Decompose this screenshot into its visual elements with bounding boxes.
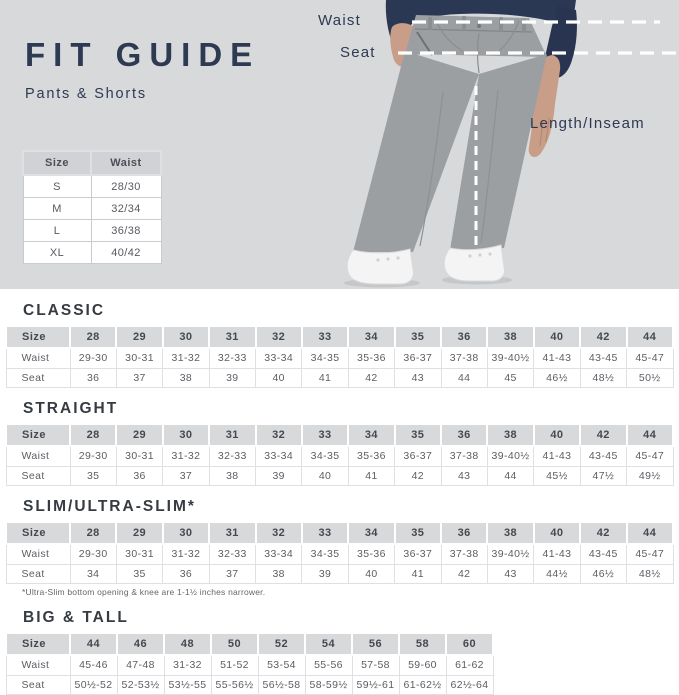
value-cell: 48½ [627, 564, 674, 584]
table-row [6, 466, 673, 486]
value-cell: 43-45 [580, 348, 626, 368]
value-cell: 33-34 [256, 544, 302, 564]
size-column-header: 34 [348, 326, 394, 348]
section-title: CLASSIC [23, 302, 106, 319]
size-column-header: 29 [116, 424, 162, 446]
section-title: SLIM/ULTRA-SLIM* [23, 498, 196, 515]
table-row [6, 564, 673, 584]
size-column-header: 32 [256, 424, 302, 446]
value-cell: 57-58 [352, 655, 399, 675]
value-cell: 35-36 [348, 348, 394, 368]
value-cell: 29-30 [70, 544, 116, 564]
size-column-header: 40 [534, 522, 580, 544]
value-cell: 39-40½ [487, 446, 533, 466]
value-cell: 61-62½ [399, 675, 446, 695]
value-cell: 32-33 [209, 348, 255, 368]
size-column-header: 28 [70, 522, 116, 544]
size-section [0, 302, 679, 388]
page-title: FIT GUIDE [25, 36, 261, 73]
size-column-header: 29 [116, 326, 162, 348]
value-cell: 34-35 [302, 544, 348, 564]
size-column-header: 40 [534, 424, 580, 446]
size-column-header: 36 [441, 326, 487, 348]
header-row [6, 633, 493, 655]
value-cell: 40 [256, 368, 302, 388]
size-column-header: 46 [117, 633, 164, 655]
value-cell: 30-31 [116, 446, 162, 466]
value-cell: 30-31 [116, 348, 162, 368]
value-cell: 31-32 [163, 446, 209, 466]
row-label: Seat [6, 368, 70, 388]
value-cell: 30-31 [116, 544, 162, 564]
row-label: Seat [6, 564, 70, 584]
size-column-header: 34 [348, 522, 394, 544]
table-row [23, 175, 161, 198]
size-column-header: 32 [256, 326, 302, 348]
value-cell: 43-45 [580, 544, 626, 564]
value-cell: 44½ [534, 564, 580, 584]
value-cell: 55-56 [305, 655, 352, 675]
value-cell: M [23, 198, 91, 220]
value-cell: 52-53½ [117, 675, 164, 695]
table-row [6, 348, 673, 368]
value-cell: 31-32 [163, 544, 209, 564]
size-column-header: 40 [534, 326, 580, 348]
length-inseam-label: Length/Inseam [530, 115, 645, 132]
section-title: STRAIGHT [23, 400, 119, 417]
size-column-header: 36 [441, 522, 487, 544]
size-column-header: 30 [163, 424, 209, 446]
size-chart-table [5, 325, 674, 388]
value-cell: 43 [487, 564, 533, 584]
value-cell: 36/38 [91, 220, 161, 242]
size-column-header: 60 [446, 633, 493, 655]
size-column-header: 31 [209, 522, 255, 544]
section-title: BIG & TALL [23, 609, 129, 626]
value-cell: 43 [441, 466, 487, 486]
size-column-header: 44 [627, 326, 674, 348]
value-cell: 41 [302, 368, 348, 388]
value-cell: 33-34 [256, 446, 302, 466]
header-row [6, 522, 673, 544]
value-cell: 50½ [627, 368, 674, 388]
row-label: Waist [6, 655, 70, 675]
size-column-header: 36 [441, 424, 487, 446]
value-cell: 44 [487, 466, 533, 486]
size-column-header: 38 [487, 424, 533, 446]
value-cell: 61-62 [446, 655, 493, 675]
value-cell: 59-60 [399, 655, 446, 675]
value-cell: 40/42 [91, 242, 161, 264]
value-cell: 45-47 [627, 446, 674, 466]
value-cell: 41 [395, 564, 441, 584]
value-cell: 38 [163, 368, 209, 388]
size-column-header: 42 [580, 424, 626, 446]
size-column-header: 31 [209, 326, 255, 348]
value-cell: 59½-61 [352, 675, 399, 695]
value-cell: 32-33 [209, 544, 255, 564]
value-cell: 45 [487, 368, 533, 388]
value-cell: 45-47 [627, 348, 674, 368]
table-row [6, 446, 673, 466]
value-cell: 37 [116, 368, 162, 388]
value-cell: 34-35 [302, 446, 348, 466]
value-cell: 42 [441, 564, 487, 584]
value-cell: 39 [256, 466, 302, 486]
value-cell: 28/30 [91, 175, 161, 198]
value-cell: 35-36 [348, 544, 394, 564]
header-row [6, 424, 673, 446]
value-cell: 37-38 [441, 446, 487, 466]
value-cell: 41-43 [534, 348, 580, 368]
size-chart-sections [0, 289, 679, 695]
value-cell: 29-30 [70, 348, 116, 368]
hero-column-header: Size [23, 151, 91, 175]
size-column-header: 54 [305, 633, 352, 655]
size-section [0, 400, 679, 486]
size-column-header: 30 [163, 522, 209, 544]
value-cell: 43 [395, 368, 441, 388]
value-cell: 53½-55 [164, 675, 211, 695]
value-cell: 36 [163, 564, 209, 584]
hero-column-header: Waist [91, 151, 161, 175]
table-row [6, 368, 673, 388]
value-cell: 39 [209, 368, 255, 388]
table-row [23, 198, 161, 220]
value-cell: 36 [116, 466, 162, 486]
row-label: Waist [6, 544, 70, 564]
value-cell: 42 [395, 466, 441, 486]
value-cell: 36-37 [395, 544, 441, 564]
header-row [6, 326, 673, 348]
value-cell: S [23, 175, 91, 198]
page-subtitle: Pants & Shorts [25, 86, 147, 102]
value-cell: 36-37 [395, 348, 441, 368]
value-cell: 53-54 [258, 655, 305, 675]
value-cell: 41-43 [534, 446, 580, 466]
size-column-header: 50 [211, 633, 258, 655]
value-cell: 29-30 [70, 446, 116, 466]
size-column-header: 42 [580, 522, 626, 544]
size-column-header: 44 [627, 424, 674, 446]
size-column-header: 42 [580, 326, 626, 348]
value-cell: 35-36 [348, 446, 394, 466]
size-column-header: 52 [258, 633, 305, 655]
value-cell: 44 [441, 368, 487, 388]
value-cell: 37-38 [441, 348, 487, 368]
size-column-header: 35 [395, 326, 441, 348]
size-label-header: Size [6, 326, 70, 348]
size-column-header: 38 [487, 326, 533, 348]
value-cell: 31-32 [163, 348, 209, 368]
size-column-header: 48 [164, 633, 211, 655]
footnote: *Ultra-Slim bottom opening & knee are 1-1½ inches narrower. [22, 587, 266, 597]
value-cell: 47-48 [117, 655, 164, 675]
table-row [6, 544, 673, 564]
value-cell: 35 [116, 564, 162, 584]
value-cell: 42 [348, 368, 394, 388]
value-cell: 56½-58 [258, 675, 305, 695]
value-cell: 51-52 [211, 655, 258, 675]
value-cell: 46½ [534, 368, 580, 388]
size-chart-table [5, 423, 674, 486]
seat-label: Seat [340, 44, 376, 61]
value-cell: 62½-64 [446, 675, 493, 695]
size-label-header: Size [6, 522, 70, 544]
row-label: Seat [6, 675, 70, 695]
size-column-header: 32 [256, 522, 302, 544]
size-column-header: 29 [116, 522, 162, 544]
size-chart-table [5, 521, 674, 584]
size-column-header: 35 [395, 522, 441, 544]
value-cell: 36 [70, 368, 116, 388]
size-label-header: Size [6, 424, 70, 446]
value-cell: 32/34 [91, 198, 161, 220]
table-row [23, 220, 161, 242]
value-cell: 48½ [580, 368, 626, 388]
value-cell: 41-43 [534, 544, 580, 564]
value-cell: 45-46 [70, 655, 117, 675]
hero-size-table [22, 150, 162, 264]
value-cell: 39-40½ [487, 544, 533, 564]
size-column-header: 31 [209, 424, 255, 446]
size-column-header: 28 [70, 424, 116, 446]
value-cell: 35 [70, 466, 116, 486]
value-cell: 31-32 [164, 655, 211, 675]
value-cell: 45-47 [627, 544, 674, 564]
value-cell: XL [23, 242, 91, 264]
size-column-header: 30 [163, 326, 209, 348]
size-column-header: 44 [627, 522, 674, 544]
size-column-header: 44 [70, 633, 117, 655]
table-row [6, 655, 493, 675]
value-cell: 37 [163, 466, 209, 486]
size-column-header: 35 [395, 424, 441, 446]
value-cell: 49½ [627, 466, 674, 486]
size-column-header: 33 [302, 424, 348, 446]
waist-label: Waist [318, 12, 361, 29]
value-cell: 38 [209, 466, 255, 486]
row-label: Waist [6, 348, 70, 368]
value-cell: 47½ [580, 466, 626, 486]
value-cell: 50½-52 [70, 675, 117, 695]
hero-banner [0, 0, 679, 289]
value-cell: 41 [348, 466, 394, 486]
value-cell: 58-59½ [305, 675, 352, 695]
value-cell: 37-38 [441, 544, 487, 564]
size-column-header: 38 [487, 522, 533, 544]
size-column-header: 33 [302, 326, 348, 348]
value-cell: 45½ [534, 466, 580, 486]
value-cell: 38 [256, 564, 302, 584]
size-column-header: 58 [399, 633, 446, 655]
size-section [0, 498, 679, 597]
value-cell: 39-40½ [487, 348, 533, 368]
value-cell: 55-56½ [211, 675, 258, 695]
size-column-header: 33 [302, 522, 348, 544]
size-section [0, 609, 679, 695]
value-cell: 46½ [580, 564, 626, 584]
size-column-header: 28 [70, 326, 116, 348]
size-column-header: 56 [352, 633, 399, 655]
size-chart-table [5, 632, 494, 695]
value-cell: L [23, 220, 91, 242]
value-cell: 32-33 [209, 446, 255, 466]
value-cell: 36-37 [395, 446, 441, 466]
row-label: Seat [6, 466, 70, 486]
table-row [23, 242, 161, 264]
size-label-header: Size [6, 633, 70, 655]
value-cell: 34 [70, 564, 116, 584]
value-cell: 39 [302, 564, 348, 584]
size-column-header: 34 [348, 424, 394, 446]
value-cell: 40 [302, 466, 348, 486]
value-cell: 37 [209, 564, 255, 584]
value-cell: 33-34 [256, 348, 302, 368]
row-label: Waist [6, 446, 70, 466]
value-cell: 40 [348, 564, 394, 584]
value-cell: 43-45 [580, 446, 626, 466]
hero-table-header-row [23, 151, 161, 175]
value-cell: 34-35 [302, 348, 348, 368]
